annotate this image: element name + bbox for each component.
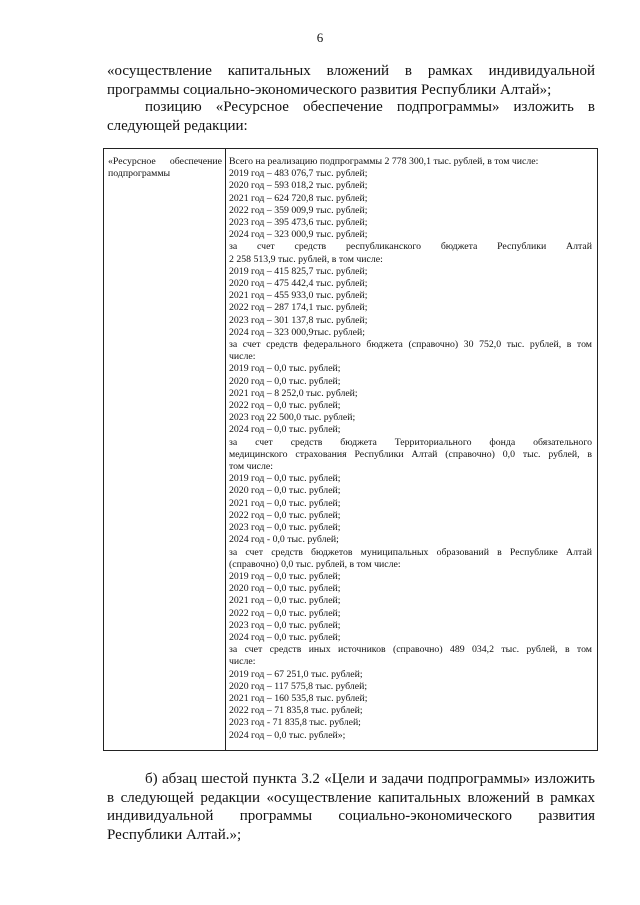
- table-row: 2021 год – 0,0 тыс. рублей;: [229, 595, 341, 607]
- table-row: Всего на реализацию подпрограммы 2 778 300,1 тыс. рублей, в том числе:: [229, 156, 539, 167]
- table-row: 2020 год – 117 575,8 тыс. рублей;: [229, 680, 368, 692]
- table-row: 2024 год – 0,0 тыс. рублей;: [229, 424, 341, 436]
- text-line: б) абзац шестой пункта 3.2 «Цели и задачи подпрограммы» изложить: [145, 771, 595, 787]
- table-row: 2023 год – 395 473,6 тыс. рублей;: [229, 217, 368, 229]
- table-row: 2023 год – 0,0 тыс. рублей;: [229, 522, 341, 534]
- table-row: 2020 год – 0,0 тыс. рублей;: [229, 375, 341, 387]
- table-row: 2023 год 22 500,0 тыс. рублей;: [229, 412, 356, 424]
- table-row: 2019 год – 0,0 тыс. рублей;: [229, 473, 341, 485]
- table-row: 2019 год – 67 251,0 тыс. рублей;: [229, 668, 363, 680]
- table-left-label: подпрограммы: [108, 168, 171, 180]
- table-row: 2024 год - 0,0 тыс. рублей;: [229, 534, 339, 546]
- table-row: 2024 год – 323 000,9 тыс. рублей;: [229, 229, 368, 241]
- table-row: 2022 год – 0,0 тыс. рублей;: [229, 509, 341, 521]
- table-row: числе:: [229, 351, 256, 363]
- table-row: 2024 год – 0,0 тыс. рублей;: [229, 631, 341, 643]
- table-row: за счет средств бюджета Территориального фонда обязательного: [229, 436, 592, 448]
- page-number: 6: [316, 30, 324, 45]
- table-row: 2021 год – 0,0 тыс. рублей;: [229, 497, 341, 509]
- text-line: в следующей редакции «осуществление капитальных вложений в рамках: [107, 789, 595, 806]
- table-left-cell: [104, 149, 226, 750]
- table-row: 2024 год – 0,0 тыс. рублей»;: [229, 729, 346, 741]
- table-row: 2019 год – 415 825,7 тыс. рублей;: [229, 265, 368, 277]
- intro-paragraph-1: [107, 62, 595, 99]
- table-row: 2019 год – 0,0 тыс. рублей;: [229, 570, 341, 582]
- table-row: 2019 год – 0,0 тыс. рублей;: [229, 363, 341, 375]
- table-row: 2020 год – 593 018,2 тыс. рублей;: [229, 180, 368, 192]
- table-row: 2023 год – 0,0 тыс. рублей;: [229, 619, 341, 631]
- text-line: следующей редакции:: [107, 117, 248, 134]
- table-row: 2021 год – 455 933,0 тыс. рублей;: [229, 290, 368, 302]
- table-row: том числе:: [229, 461, 273, 473]
- text-line: программы социально-экономического развития Республики Алтай»;: [107, 81, 552, 98]
- table-row: 2022 год – 287 174,1 тыс. рублей;: [229, 302, 368, 314]
- table-row: 2 258 513,9 тыс. рублей, в том числе:: [229, 253, 383, 265]
- table-row: за счет средств федерального бюджета (справочно) 30 752,0 тыс. рублей, в том: [229, 339, 592, 351]
- table-row: 2021 год – 160 535,8 тыс. рублей;: [229, 692, 368, 704]
- table-row: 2021 год – 8 252,0 тыс. рублей;: [229, 387, 358, 399]
- table-row: 2020 год – 0,0 тыс. рублей;: [229, 583, 341, 595]
- table-row: 2022 год – 0,0 тыс. рублей;: [229, 400, 341, 412]
- table-row: 2019 год – 483 076,7 тыс. рублей;: [229, 168, 368, 180]
- table-row: за счет средств иных источников (справочно) 489 034,2 тыс. рублей, в том: [229, 644, 592, 656]
- intro-paragraph-2: [107, 98, 595, 135]
- table-row: 2020 год – 0,0 тыс. рублей;: [229, 485, 341, 497]
- table-row: 2023 год - 71 835,8 тыс. рублей;: [229, 717, 361, 729]
- text-line: «осуществление капитальных вложений в рамках индивидуальной: [107, 63, 595, 79]
- table-row: за счет средств бюджетов муниципальных образований в Республике Алтай: [229, 546, 592, 558]
- table-right-cell: [226, 149, 597, 750]
- resource-table: [103, 148, 598, 751]
- text-line: Республики Алтай.»;: [107, 826, 242, 843]
- table-row: 2021 год – 624 720,8 тыс. рублей;: [229, 192, 368, 204]
- table-row: 2022 год – 359 009,9 тыс. рублей;: [229, 204, 368, 216]
- table-row: 2022 год – 0,0 тыс. рублей;: [229, 607, 341, 619]
- table-row: 2022 год – 71 835,8 тыс. рублей;: [229, 705, 363, 717]
- table-row: 2023 год – 301 137,8 тыс. рублей;: [229, 314, 368, 326]
- table-row: 2024 год – 323 000,9тыс. рублей;: [229, 326, 365, 338]
- table-row: (справочно) 0,0 тыс. рублей, в том числе:: [229, 558, 401, 570]
- table-row: 2020 год – 475 442,4 тыс. рублей;: [229, 278, 368, 290]
- table-row: за счет средств республиканского бюджета Республики Алтай: [229, 241, 592, 253]
- table-left-label: «Ресурсное обеспечение: [108, 156, 222, 167]
- table-row: медицинского страхования Республики Алтай (справочно) 0,0 тыс. рублей, в: [229, 448, 592, 460]
- text-line: позицию «Ресурсное обеспечение подпрограммы» изложить в: [145, 99, 595, 115]
- table-row: числе:: [229, 656, 256, 668]
- outro-paragraph: [107, 770, 595, 844]
- text-line: индивидуальной программы социально-экономического развития: [107, 808, 595, 824]
